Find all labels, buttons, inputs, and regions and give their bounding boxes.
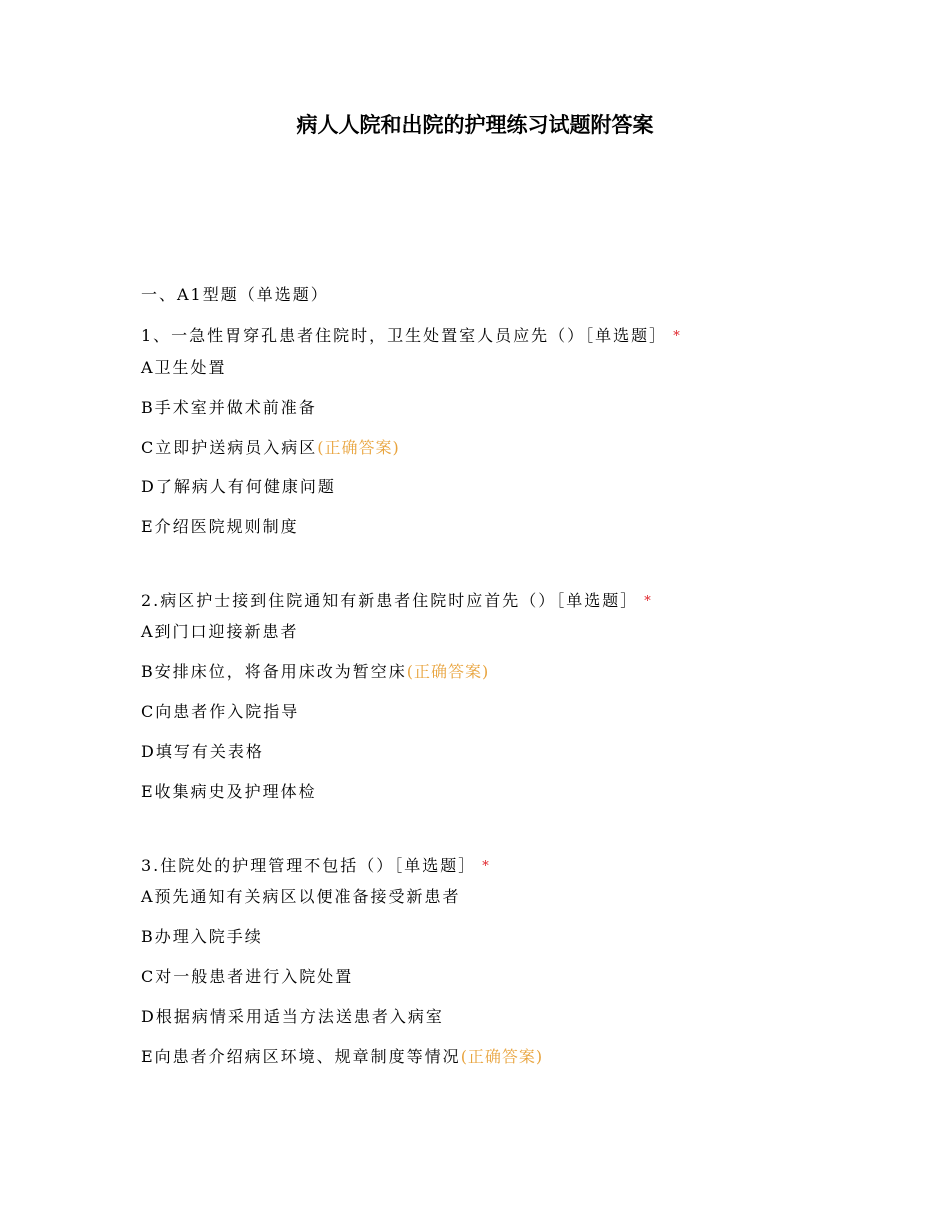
question-stem-text: 2.病区护士接到住院通知有新患者住院时应首先（）［单选题］ [141, 591, 639, 610]
section-heading: 一、A1型题（单选题） [141, 285, 329, 304]
option-text: E向患者介绍病区环境、规章制度等情况 [141, 1047, 461, 1066]
question-3-option-b [141, 926, 263, 948]
option-text: B安排床位，将备用床改为暂空床 [141, 662, 407, 681]
question-1-option-a [141, 357, 227, 379]
option-text: B手术室并做术前准备 [141, 398, 317, 417]
correct-answer-tag: (正确答案) [406, 662, 490, 681]
correct-answer-tag: (正确答案) [460, 1047, 544, 1066]
option-text: B办理入院手续 [141, 927, 263, 946]
question-2-option-a [141, 621, 299, 643]
option-text: D根据病情采用适当方法送患者入病室 [141, 1007, 444, 1026]
option-text: C对一般患者进行入院处置 [141, 967, 354, 986]
question-1-option-e [141, 516, 299, 538]
required-star: * [482, 859, 489, 874]
question-2-option-c [141, 701, 299, 723]
question-3-stem [141, 855, 489, 878]
option-text: E收集病史及护理体检 [141, 782, 317, 801]
question-1-option-c [141, 437, 400, 459]
option-text: A卫生处置 [141, 358, 227, 377]
correct-answer-tag: (正确答案) [317, 438, 400, 457]
question-2-stem [141, 590, 651, 613]
option-text: C向患者作入院指导 [141, 702, 300, 721]
question-2-option-b [141, 661, 489, 683]
option-text: D填写有关表格 [141, 742, 264, 761]
option-text: D了解病人有何健康问题 [141, 477, 336, 496]
question-1-stem [141, 325, 680, 348]
document-title: 病人人院和出院的护理练习试题附答案 [296, 112, 654, 137]
option-text: A预先通知有关病区以便准备接受新患者 [141, 887, 461, 906]
question-3-option-d [141, 1006, 444, 1028]
option-text: A到门口迎接新患者 [141, 622, 299, 641]
option-text: E介绍医院规则制度 [141, 517, 299, 536]
question-3-option-e [141, 1046, 543, 1068]
question-2-option-d [141, 741, 264, 763]
question-1-option-b [141, 397, 317, 419]
question-1-option-d [141, 476, 336, 498]
question-2-option-e [141, 781, 317, 803]
question-stem-text: 3.住院处的护理管理不包括（）［单选题］ [141, 856, 477, 875]
question-3-option-a [141, 886, 461, 908]
option-text: C立即护送病员入病区 [141, 438, 318, 457]
required-star: * [673, 329, 680, 344]
question-stem-text: 1、一急性胃穿孔患者住院时，卫生处置室人员应先（）［单选题］ [141, 326, 668, 345]
question-3-option-c [141, 966, 353, 988]
required-star: * [644, 594, 651, 609]
